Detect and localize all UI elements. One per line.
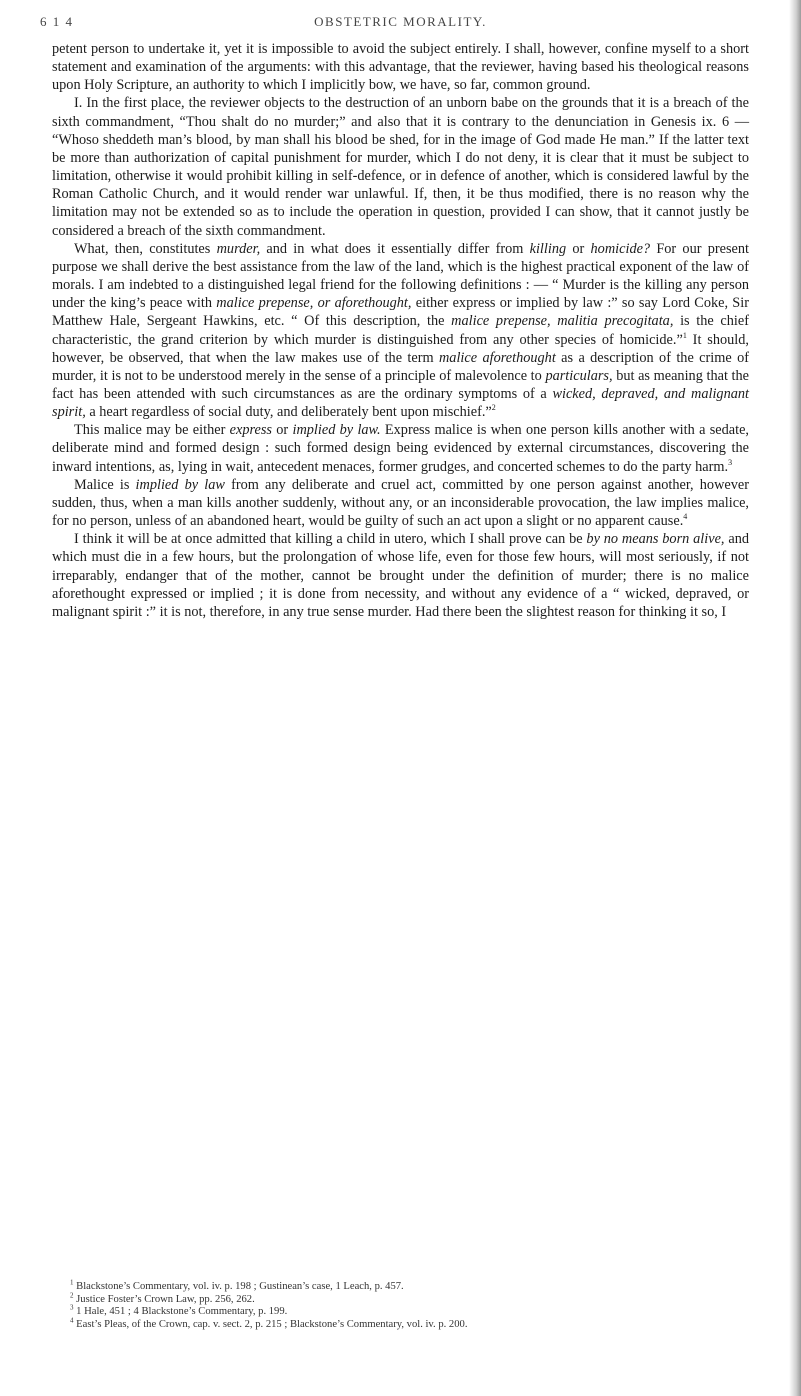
- running-title: OBSTETRIC MORALITY.: [314, 14, 487, 29]
- text-run: Express malice is when one person kills another with a sedate, deliberate mind and formed design : such formed design being evidenced by external circumstances, discovering the inward intentions, as, lying in wait, antecedent menaces, former grudges, and concerted schemes to do the party harm.: [52, 422, 749, 475]
- footnote: [52, 1303, 749, 1319]
- italic-phrase: wicked, depraved, and malignant spirit,: [52, 385, 749, 421]
- footnote-ref: 2: [70, 1291, 74, 1300]
- footnote-ref: 4: [70, 1316, 74, 1325]
- text-run: as a description of the crime of murder, it is not to be understood merely in the sense of a principle of malevolence to: [52, 349, 749, 384]
- text-run: I think it will be at once admitted that killing a child in utero, which I shall prove can be: [74, 531, 587, 548]
- text-run: This malice may be either: [74, 422, 230, 439]
- italic-phrase: killing: [529, 240, 567, 257]
- text-run: a heart regardless of social duty, and deliberately bent upon mischief.”: [85, 404, 492, 421]
- text-run: and which must die in a few hours, but the prolongation of whose life, even for those few hours, will most seriously, if not irreparably, endanger that of the mother, cannot be brought under the definition of murder; there is no malice aforethought expressed or implied ; it is done from necessity, and without any evidence of a “ wicked, depraved, or malignant spirit :” it is not, therefore, in any true sense murder. Had there been the slightest reason for thinking it so, I: [52, 531, 749, 620]
- footnote-ref: 3: [728, 457, 733, 467]
- italic-phrase: particulars,: [545, 367, 613, 384]
- italic-phrase: homicide?: [590, 240, 651, 257]
- paragraph: [52, 530, 749, 621]
- text-run: and in what does it essentially differ from: [260, 240, 530, 257]
- text-run: petent person to undertake it, yet it is impossible to avoid the subject entirely. I shall, however, confine myself to a short statement and examination of the arguments: with this advantage, that the reviewer, having based his theological reasons upon Holy Scripture, an authority to which I implicitly bow, we have, so far, common ground.: [52, 41, 749, 94]
- text-run: Blackstone’s Commentary, vol. iv. p. 198 ; Gustinean’s case, 1 Leach, p. 457.: [73, 1281, 404, 1292]
- text-run: from any deliberate and cruel act, committed by one person against another, however sudden, thus, when a man kills another suddenly, without any, or an inconsiderable provocation, the law implies malice, for no person, unless of an abandoned heart, would be guilty of such an act upon a slight or no apparent cause.: [52, 476, 749, 530]
- body-text: [52, 40, 749, 621]
- text-run: 1 Hale, 451 ; 4 Blackstone’s Commentary, p. 199.: [73, 1306, 288, 1318]
- paragraph: [52, 476, 749, 530]
- text-run: What, then, constitutes: [74, 240, 217, 257]
- paragraph: [52, 40, 749, 94]
- page-number: 6 1 4: [40, 14, 74, 29]
- italic-phrase: express: [229, 422, 272, 439]
- italic-phrase: malice prepense, malitia precogitata,: [451, 313, 674, 330]
- italic-phrase: by no means born alive,: [586, 531, 725, 548]
- text-run: East’s Pleas, of the Crown, cap. v. sect. 2, p. 215 ; Blackstone’s Commentary, vol. iv. p. 200.: [73, 1318, 468, 1330]
- text-run: For our present purpose we shall derive the best assistance from the law of the land, which is the highest practical exponent of the law of morals. I am indebted to a distinguished legal friend for the following definitions : — “ Murder is the killing any person under the king’s peace with: [52, 240, 749, 312]
- text-run: I. In the first place, the reviewer objects to the destruction of an unborn babe on the grounds that it is a breach of the sixth commandment, “Thou shalt do no murder;” and also that it is contrary to the denunciation in Genesis ix. 6 — “Whoso sheddeth man’s blood, by man shall his blood be shed, for in the image of God made He man.” If the latter text be more than authorization of capital punishment for murder, which I do not deny, it is clear that it must be subject to limitation, otherwise it would prohibit killing in self-defence, or in defence of another, which is considered lawful by the Roman Catholic Church, and it would render war unlawful. If, then, it be thus modified, there is no reason why the limitation may not be extended so as to include the operation in question, provided I can show, that it cannot justly be considered a breach of the sixth commandment.: [52, 95, 749, 239]
- text-run: either express or implied by law :” so say Lord Coke, Sir Matthew Hale, Sergeant Hawkins, etc. “ Of this description, the: [52, 295, 749, 330]
- text-run: is the chief characteristic, the grand criterion by which murder is distinguished from any other species of homicide.”: [52, 313, 749, 348]
- footnotes: [52, 1278, 749, 1331]
- text-run: but as meaning that the fact has been attended with such circumstances as are the ordinary symptoms of a: [52, 367, 750, 402]
- text-run: It should, however, be observed, that when the law makes use of the term: [52, 331, 749, 366]
- text-run: Malice is: [74, 476, 136, 493]
- text-run: Justice Foster’s Crown Law, pp. 256, 262.: [73, 1293, 255, 1305]
- page-edge: [789, 0, 801, 1396]
- footnote-ref: 4: [683, 512, 688, 522]
- footnote-ref: 1: [682, 330, 687, 340]
- footnote: [52, 1291, 749, 1307]
- footnote-ref: 2: [491, 403, 496, 413]
- footnote-ref: 1: [70, 1278, 74, 1287]
- text-run: or: [271, 422, 293, 439]
- italic-phrase: malice prepense, or aforethought,: [216, 295, 412, 312]
- italic-phrase: murder,: [216, 240, 261, 257]
- italic-phrase: implied by law.: [292, 422, 381, 439]
- footnote-ref: 3: [70, 1303, 74, 1312]
- paragraph: [52, 240, 749, 422]
- footnote: [52, 1278, 749, 1294]
- italic-phrase: implied by law: [135, 476, 225, 493]
- running-header: [40, 14, 761, 36]
- text-run: or: [566, 240, 591, 257]
- paragraph: [52, 421, 749, 475]
- footnote: [52, 1316, 749, 1332]
- paragraph: [52, 94, 749, 239]
- italic-phrase: malice aforethought: [438, 349, 556, 366]
